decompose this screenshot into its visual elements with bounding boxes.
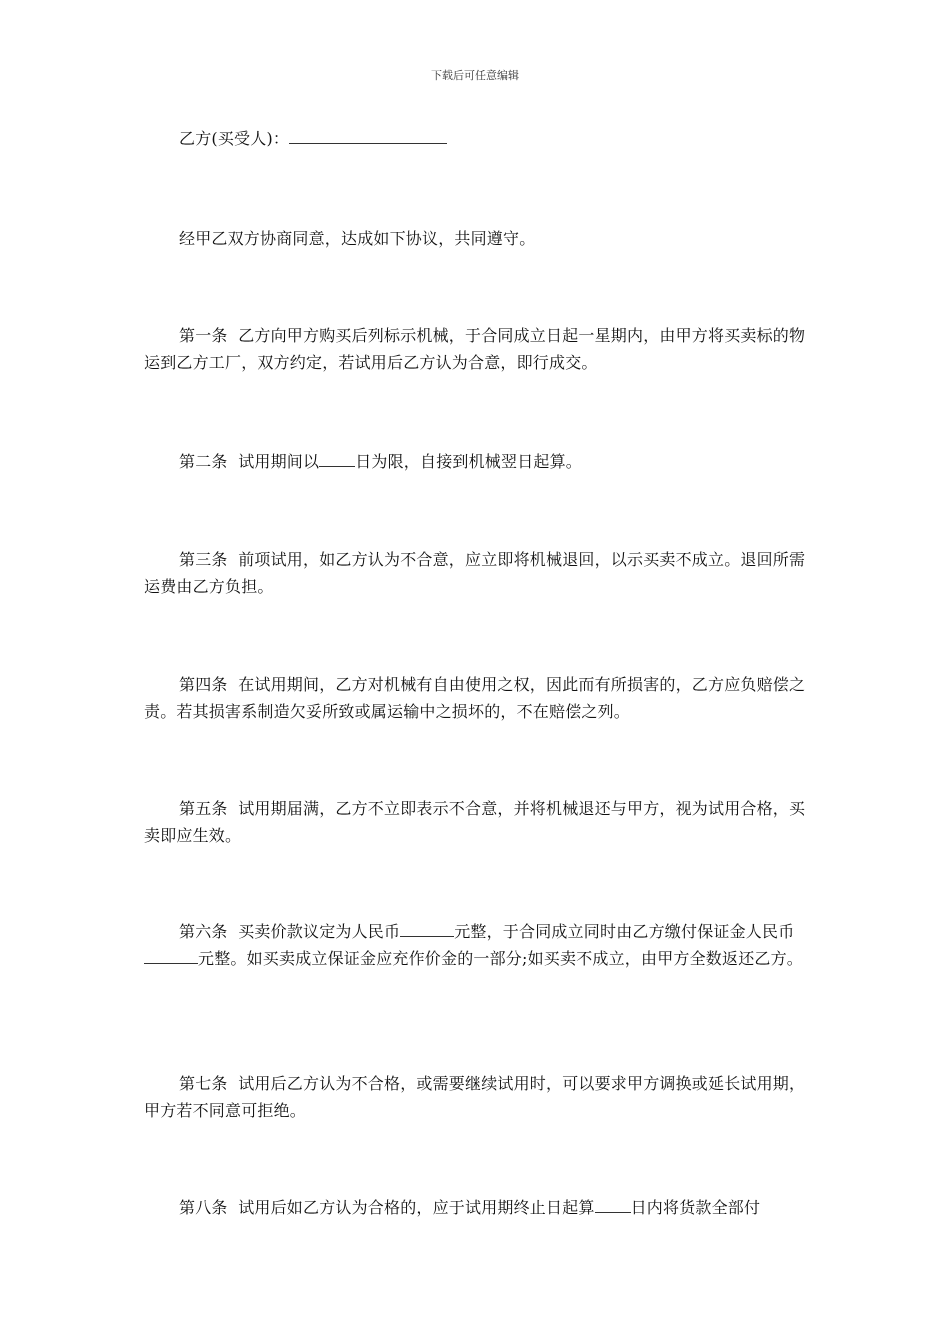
- article-text: 试用期届满，乙方不立即表示不合意，并将机械退还与甲方，视为试用合格，买卖即应生效。: [144, 799, 806, 845]
- article-text: 元整，于合同成立同时由乙方缴付保证金人民币: [454, 922, 795, 941]
- buyer-name-blank: [289, 126, 447, 144]
- article-2: [144, 448, 806, 475]
- article-5: [144, 795, 806, 849]
- article-number: 第二条: [179, 452, 228, 471]
- article-text: 买卖价款议定为人民币: [238, 922, 401, 941]
- article-text: 日为限，自接到机械翌日起算。: [355, 452, 583, 471]
- article-number: 第六条: [179, 922, 228, 941]
- price-blank: [400, 919, 454, 937]
- article-number: 第七条: [179, 1074, 228, 1093]
- article-text: 日内将货款全部付: [630, 1198, 761, 1217]
- article-text: 元整。如买卖成立保证金应充作价金的一部分;如买卖不成立，由甲方全数返还乙方。: [198, 949, 803, 968]
- article-number: 第三条: [179, 550, 228, 569]
- buyer-line: [144, 125, 806, 152]
- article-1: [144, 322, 806, 376]
- article-text: 试用后乙方认为不合格，或需要继续试用时，可以要求甲方调换或延长试用期，甲方若不同意可拒绝。: [144, 1074, 806, 1120]
- article-4: [144, 671, 806, 725]
- article-number: 第五条: [179, 799, 228, 818]
- article-text: 在试用期间，乙方对机械有自由使用之权，因此而有所损害的，乙方应负赔偿之责。若其损害系制造欠妥所致或属运输中之损坏的，不在赔偿之列。: [144, 675, 806, 721]
- header-note: 下载后可任意编辑: [431, 69, 519, 82]
- article-7: [144, 1070, 806, 1124]
- article-text: 试用期间以: [238, 452, 320, 471]
- deposit-blank: [144, 946, 198, 964]
- article-8: [144, 1194, 806, 1221]
- article-3: [144, 546, 806, 600]
- article-6: [144, 918, 806, 972]
- article-text: 前项试用，如乙方认为不合意，应立即将机械退回，以示买卖不成立。退回所需运费由乙方负担。: [144, 550, 806, 596]
- payment-days-blank: [595, 1195, 631, 1213]
- intro-paragraph: 经甲乙双方协商同意，达成如下协议，共同遵守。: [179, 229, 536, 248]
- article-text: 乙方向甲方购买后列标示机械，于合同成立日起一星期内，由甲方将买卖标的物运到乙方工厂，双方约定，若试用后乙方认为合意，即行成交。: [144, 326, 806, 372]
- article-number: 第四条: [179, 675, 228, 694]
- article-text: 试用后如乙方认为合格的，应于试用期终止日起算: [238, 1198, 595, 1217]
- buyer-label: 乙方(买受人)：: [179, 129, 290, 148]
- article-number: 第一条: [179, 326, 228, 345]
- days-blank: [319, 449, 355, 467]
- article-number: 第八条: [179, 1198, 228, 1217]
